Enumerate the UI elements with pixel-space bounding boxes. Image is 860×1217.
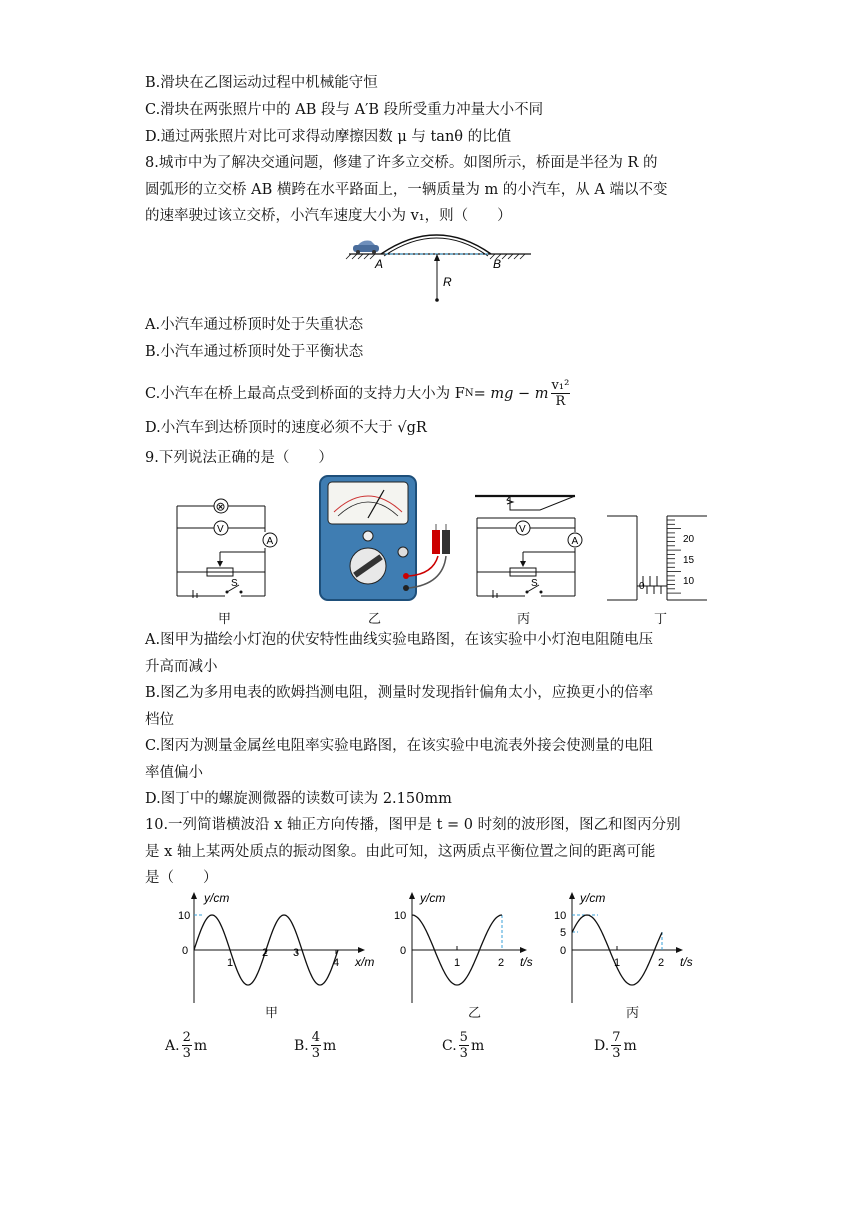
svg-text:2: 2: [658, 957, 665, 969]
car-icon: [353, 241, 379, 255]
svg-text:15: 15: [683, 555, 695, 566]
svg-text:5: 5: [560, 927, 567, 939]
question-10-line1: 10.一列简谐横波沿 x 轴正方向传播，图甲是 t = 0 时刻的波形图，图乙和图丙分别: [145, 817, 681, 833]
voltmeter-icon: V: [217, 524, 224, 535]
q10-option-a: A. $\frac{2}{3}$ m: [165, 1030, 208, 1061]
multimeter-yi: [318, 474, 463, 604]
svg-text:y/cm: y/cm: [204, 891, 230, 905]
micrometer-ding: [605, 512, 713, 604]
lamp-icon: ⊗: [215, 499, 226, 514]
caption-wave-bing: 丙: [626, 1006, 640, 1021]
question-8-line2: 圆弧形的立交桥 AB 横跨在水平路面上，一辆质量为 m 的小汽车，从 A 端以不变: [145, 182, 668, 198]
bridge-label-a: A: [375, 257, 384, 271]
svg-text:A: A: [571, 536, 579, 547]
svg-text:x/m: x/m: [355, 955, 375, 969]
svg-text:10: 10: [394, 910, 407, 922]
q9-option-b-line1: B.图乙为多用电表的欧姆挡测电阻，测量时发现指针偏角太小，应换更小的倍率: [145, 685, 654, 701]
q8-option-b: B.小汽车通过桥顶时处于平衡状态: [145, 344, 364, 360]
q8-option-a: A.小汽车通过桥顶时处于失重状态: [145, 317, 364, 333]
svg-text:0: 0: [182, 945, 189, 957]
q10-option-b: B. $\frac{4}{3}$ m: [294, 1030, 337, 1061]
caption-ding: 丁: [654, 612, 668, 627]
svg-text:y/cm: y/cm: [420, 891, 446, 905]
svg-text:1: 1: [614, 957, 621, 969]
svg-text:10: 10: [554, 910, 567, 922]
caption-jia: 甲: [218, 612, 232, 627]
q9-option-c-line1: C.图丙为测量金属丝电阻率实验电路图，在该实验中电流表外接会使测量的电阻: [145, 738, 654, 754]
option-c-q7: C.滑块在两张照片中的 AB 段与 A′B 段所受重力冲量大小不同: [145, 102, 544, 118]
question-10-line3: 是（ ）: [145, 870, 218, 886]
svg-text:1: 1: [454, 957, 461, 969]
svg-text:0: 0: [400, 945, 407, 957]
caption-bing: 丙: [517, 612, 531, 627]
wave-graph-bing: [540, 888, 700, 1006]
question-8-line1: 8.城市中为了解决交通问题，修建了许多立交桥。如图所示，桥面是半径为 R 的: [145, 155, 658, 171]
question-8-line3: 的速率驶过该立交桥，小汽车速度大小为 v₁，则（ ）: [145, 208, 512, 224]
svg-text:4: 4: [333, 957, 340, 969]
q9-option-c-line2: 率值偏小: [145, 765, 203, 781]
q10-option-c: C. $\frac{5}{3}$ m: [442, 1030, 485, 1061]
svg-text:1: 1: [227, 957, 234, 969]
svg-text:S: S: [231, 578, 238, 589]
svg-text:2: 2: [498, 957, 505, 969]
q8-option-d: D.小汽车到达桥顶时的速度必须不大于 √gR: [145, 420, 427, 436]
svg-text:t/s: t/s: [520, 955, 533, 969]
svg-text:0: 0: [639, 581, 645, 592]
svg-text:2: 2: [262, 947, 269, 959]
question-9: 9.下列说法正确的是（ ）: [145, 450, 333, 466]
bridge-figure: [345, 232, 535, 304]
q9-option-d: D.图丁中的螺旋测微器的读数可读为 2.150mm: [145, 791, 452, 807]
svg-text:3: 3: [293, 947, 300, 959]
svg-text:y/cm: y/cm: [580, 891, 606, 905]
q8-option-c: C.小汽车在桥上最高点受到桥面的支持力大小为 F N = mg − m $\frac{\text{v₁²}}{R}$: [145, 378, 570, 409]
circuit-jia: [165, 488, 285, 598]
caption-yi: 乙: [368, 612, 382, 627]
option-d-q7: D.通过两张照片对比可求得动摩擦因数 μ 与 tanθ 的比值: [145, 129, 512, 145]
bridge-label-r: R: [443, 275, 452, 289]
bridge-label-b: B: [493, 257, 502, 271]
svg-text:V: V: [519, 524, 526, 535]
svg-text:S: S: [531, 578, 538, 589]
q9-option-a-line1: A.图甲为描绘小灯泡的伏安特性曲线实验电路图，在该实验中小灯泡电阻随电压: [145, 632, 654, 648]
q9-option-a-line2: 升高而减小: [145, 659, 218, 675]
svg-text:0: 0: [560, 945, 567, 957]
ammeter-icon: A: [266, 536, 274, 547]
svg-text:20: 20: [683, 534, 695, 545]
svg-text:10: 10: [178, 910, 191, 922]
svg-text:t/s: t/s: [680, 955, 693, 969]
question-10-line2: 是 x 轴上某两处质点的振动图象。由此可知，这两质点平衡位置之间的距离可能: [145, 844, 656, 860]
caption-wave-jia: 甲: [265, 1006, 279, 1021]
svg-text:10: 10: [683, 576, 695, 587]
circuit-bing: [465, 488, 590, 598]
q9-option-b-line2: 档位: [145, 712, 174, 728]
wave-graph-jia: [170, 888, 385, 1006]
option-b-q7: B.滑块在乙图运动过程中机械能守恒: [145, 75, 378, 91]
q10-option-d: D. $\frac{7}{3}$ m: [594, 1030, 637, 1061]
wave-graph-yi: [392, 888, 540, 1006]
caption-wave-yi: 乙: [468, 1006, 482, 1021]
